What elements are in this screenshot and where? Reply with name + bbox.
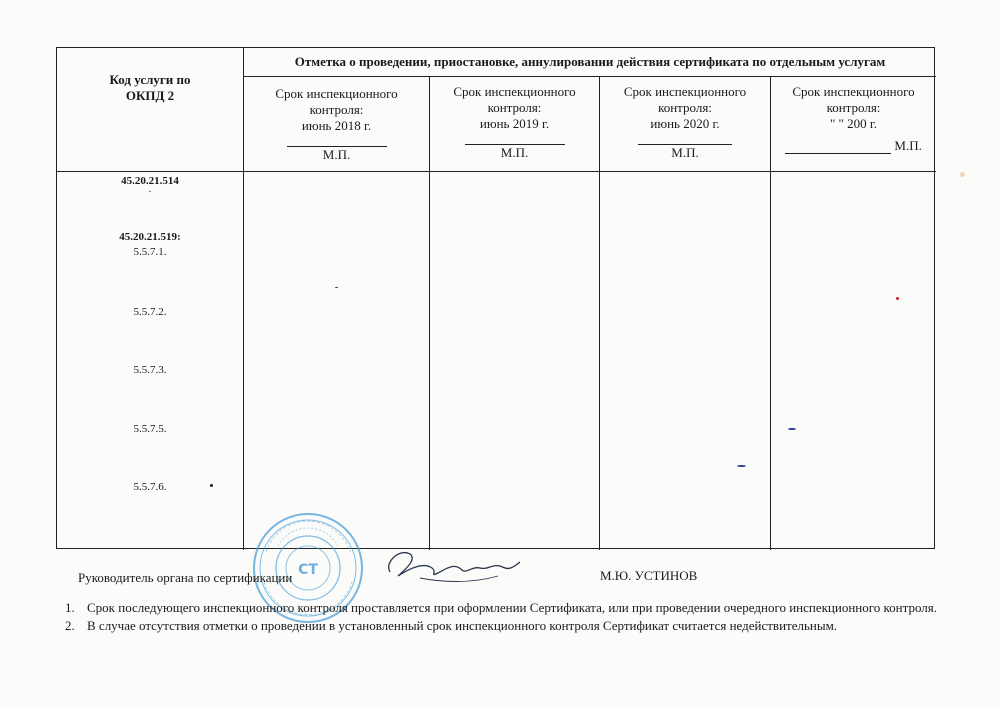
footnote xyxy=(65,600,945,615)
control-column-blank xyxy=(771,84,936,154)
blank-signature-row xyxy=(771,138,936,154)
control-date: июнь 2020 г. xyxy=(650,116,720,131)
table-divider xyxy=(243,76,936,77)
code-header-line: Код услуги по xyxy=(109,72,191,87)
control-line: контроля: xyxy=(487,100,542,115)
footnote-number: 1. xyxy=(65,600,75,615)
handwritten-signature xyxy=(380,542,530,590)
scan-speck xyxy=(210,484,213,487)
code-header-line: ОКПД 2 xyxy=(125,88,175,103)
dot-mark: · xyxy=(148,187,152,198)
signatory-name: М.Ю. УСТИНОВ xyxy=(600,568,698,583)
service-code: 5.5.7.6. xyxy=(133,481,167,493)
service-code: 5.5.7.3. xyxy=(133,364,167,376)
scan-speck xyxy=(788,428,796,430)
signature-underline xyxy=(785,153,891,154)
control-line: Срок инспекционного xyxy=(275,86,398,101)
footnote xyxy=(65,618,945,633)
seal-place-label: М.П. xyxy=(894,138,922,153)
service-code: 45.20.21.514 xyxy=(121,175,179,187)
control-date: " " 200 г. xyxy=(830,116,877,131)
control-line: контроля: xyxy=(826,100,881,115)
main-column-header: Отметка о проведении, приостановке, аннулировании действия сертификата по отдельным услугам xyxy=(294,54,886,69)
control-line: контроля: xyxy=(658,100,712,115)
scan-speck xyxy=(960,172,965,177)
seal-place-label: М.П. xyxy=(500,145,529,160)
control-line: контроля: xyxy=(309,102,364,117)
footnote-text: Срок последующего инспекционного контроля проставляется при оформлении Сертификата, или при проведении очередного инспекционного контроля. xyxy=(87,600,938,615)
footnotes xyxy=(65,600,945,633)
scan-speck xyxy=(896,297,899,300)
service-code: 5.5.7.1. xyxy=(133,246,167,258)
control-date: июнь 2018 г. xyxy=(301,118,372,133)
service-code: 5.5.7.2. xyxy=(133,306,167,318)
control-column-2020 xyxy=(600,84,770,161)
table-divider xyxy=(57,171,936,172)
control-line: Срок инспекционного xyxy=(623,84,747,99)
control-line: Срок инспекционного xyxy=(453,84,576,99)
scan-speck xyxy=(737,465,746,467)
inspection-table xyxy=(56,47,935,549)
service-code: 5.5.7.5. xyxy=(133,423,167,435)
control-column-2018 xyxy=(244,86,429,163)
stamp-center-text: СТ xyxy=(298,562,318,578)
seal-place-label: М.П. xyxy=(322,147,351,162)
seal-place-label: М.П. xyxy=(671,145,699,160)
footnote-text: В случае отсутствия отметки о проведении в установленный срок инспекционного контроля Сертификат считается недействительным. xyxy=(87,618,838,633)
control-column-2019 xyxy=(430,84,599,161)
control-date: июнь 2019 г. xyxy=(479,116,550,131)
code-column-header xyxy=(57,72,243,104)
control-line: Срок инспекционного xyxy=(792,84,915,99)
service-code: 45.20.21.519: xyxy=(119,231,181,243)
footnote-number: 2. xyxy=(65,618,75,633)
scan-speck xyxy=(335,287,338,288)
signatory-label: Руководитель органа по сертификации xyxy=(78,570,293,585)
